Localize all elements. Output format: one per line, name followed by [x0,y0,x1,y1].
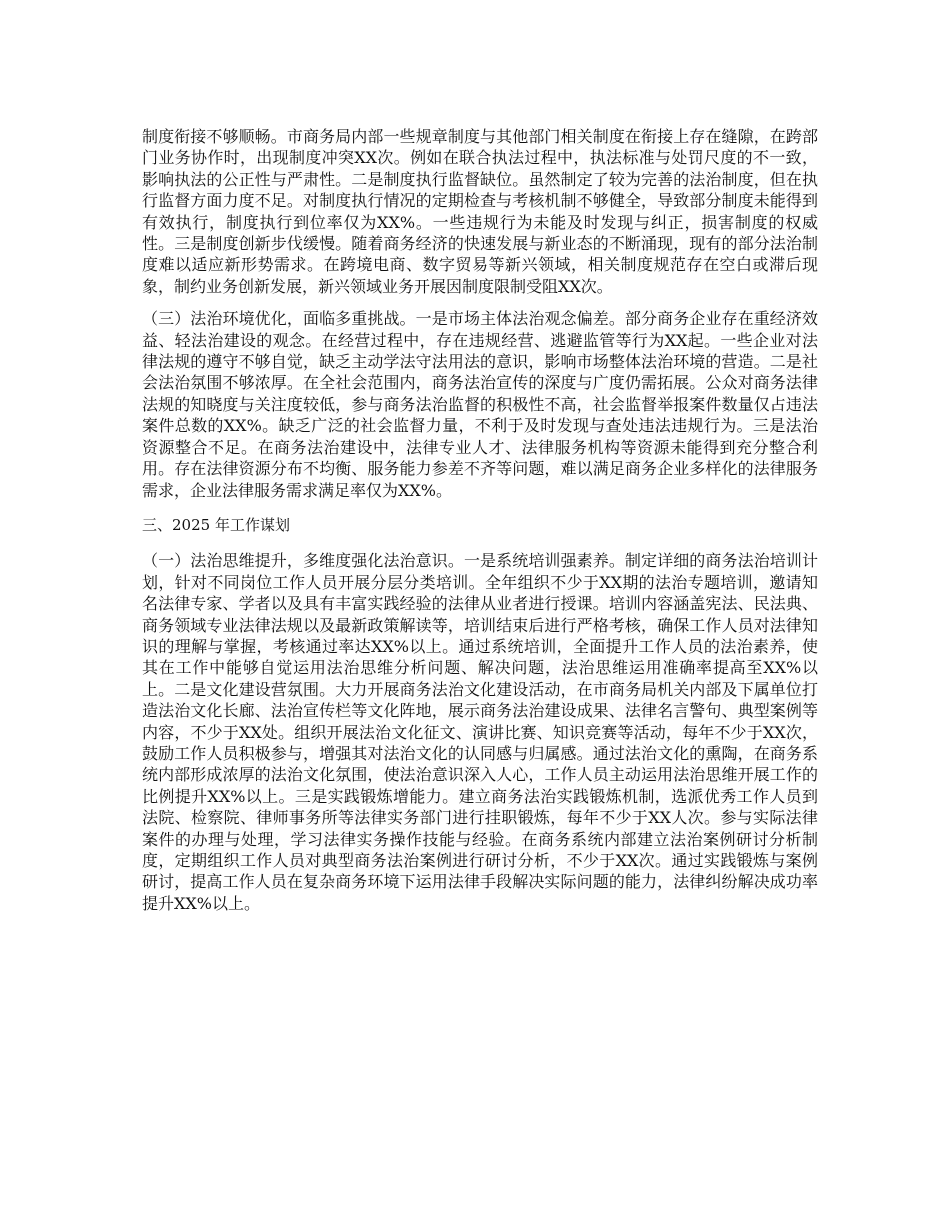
document-page [142,126,818,914]
paragraph-legal-environment: （三）法治环境优化，面临多重挑战。一是市场主体法治观念偏差。部分商务企业存在重经济效益、轻法治建设的观念。在经营过程中，存在违规经营、逃避监管等行为XX起。一些企业对法律法规的遵守不够自觉，缺乏主动学法守法用法的意识，影响市场整体法治环境的营造。二是社会法治氛围不够浓厚。在全社会范围内，商务法治宣传的深度与广度仍需拓展。公众对商务法律法规的知晓度与关注度较低，参与商务法治监督的积极性不高，社会监督举报案件数量仅占违法案件总数的XX%。缺乏广泛的社会监督力量，不利于及时发现与查处违法违规行为。三是法治资源整合不足。在商务法治建设中，法律专业人才、法律服务机构等资源未能得到充分整合利用。存在法律资源分布不均衡、服务能力参差不齐等问题，难以满足商务企业多样化的法律服务需求，企业法律服务需求满足率仅为XX%。 [142,309,818,500]
paragraph-institution-connection: 制度衔接不够顺畅。市商务局内部一些规章制度与其他部门相关制度在衔接上存在缝隙，在跨部门业务协作时，出现制度冲突XX次。例如在联合执法过程中，执法标准与处罚尺度的不一致，影响执法的公正性与严肃性。二是制度执行监督缺位。虽然制定了较为完善的法治制度，但在执行监督方面力度不足。对制度执行情况的定期检查与考核机制不够健全，导致部分制度未能得到有效执行，制度执行到位率仅为XX%。一些违规行为未能及时发现与纠正，损害制度的权威性。三是制度创新步伐缓慢。随着商务经济的快速发展与新业态的不断涌现，现有的部分法治制度难以适应新形势需求。在跨境电商、数字贸易等新兴领域，相关制度规范存在空白或滞后现象，制约业务创新发展，新兴领域业务开展因制度限制受阻XX次。 [142,127,818,296]
paragraph-legal-thinking: （一）法治思维提升，多维度强化法治意识。一是系统培训强素养。制定详细的商务法治培训计划，针对不同岗位工作人员开展分层分类培训。全年组织不少于XX期的法治专题培训，邀请知名法律专家、学者以及具有丰富实践经验的法律从业者进行授课。培训内容涵盖宪法、民法典、商务领域专业法律法规以及最新政策解读等，培训结束后进行严格考核，确保工作人员对法律知识的理解与掌握，考核通过率达XX%以上。通过系统培训，全面提升工作人员的法治素养，使其在工作中能够自觉运用法治思维分析问题、解决问题，法治思维运用准确率提高至XX%以上。二是文化建设营氛围。大力开展商务法治文化建设活动，在市商务局机关内部及下属单位打造法治文化长廊、法治宣传栏等文化阵地，展示商务法治建设成果、法律名言警句、典型案例等内容，不少于XX处。组织开展法治文化征文、演讲比赛、知识竞赛等活动，每年不少于XX次，鼓励工作人员积极参与，增强其对法治文化的认同感与归属感。通过法治文化的熏陶，在商务系统内部形成浓厚的法治文化氛围，使法治意识深入人心，工作人员主动运用法治思维开展工作的比例提升XX%以上。三是实践锻炼增能力。建立商务法治实践锻炼机制，选派优秀工作人员到法院、检察院、律师事务所等法律实务部门进行挂职锻炼，每年不少于XX人次。参与实际法律案件的办理与处理，学习法律实务操作技能与经验。在商务系统内部建立法治案例研讨分析制度，定期组织工作人员对典型商务法治案例进行研讨分析，不少于XX次。通过实践锻炼与案例研讨，提高工作人员在复杂商务环境下运用法律手段解决实际问题的能力，法律纠纷解决成功率提升XX%以上。 [142,551,818,913]
section-heading-2025-plan: 三、2025 年工作谋划 [142,515,290,534]
